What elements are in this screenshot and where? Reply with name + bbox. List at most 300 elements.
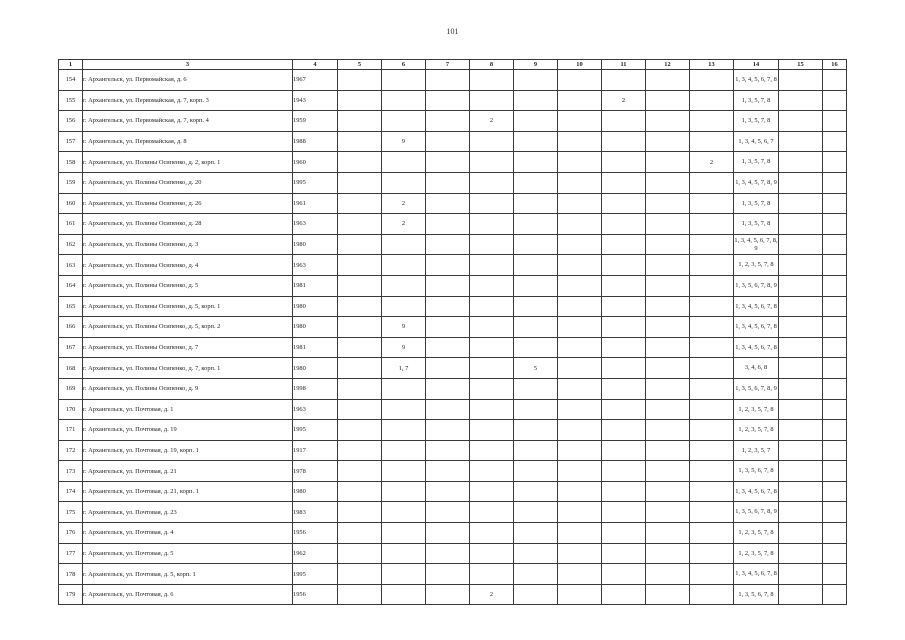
cell-col-6 <box>382 523 426 544</box>
cell-col-10 <box>558 172 602 193</box>
cell-col-13 <box>690 296 734 317</box>
cell-col-7 <box>426 111 470 132</box>
table-row <box>59 275 847 296</box>
cell-col-13 <box>690 131 734 152</box>
table-row <box>59 440 847 461</box>
cell-col-11 <box>602 70 646 91</box>
address-cell: г. Архангельск, ул. Полины Осипенко, д. 20 <box>83 172 293 193</box>
cell-col-9 <box>514 90 558 111</box>
row-number: 162 <box>59 234 83 255</box>
cell-col-12 <box>646 131 690 152</box>
cell-col-16 <box>823 296 847 317</box>
cell-col-9 <box>514 399 558 420</box>
table-row <box>59 131 847 152</box>
cell-col-6: 2 <box>382 193 426 214</box>
address-cell: г. Архангельск, ул. Почтовая, д. 21 <box>83 461 293 482</box>
address-cell: г. Архангельск, ул. Почтовая, д. 23 <box>83 502 293 523</box>
cell-col-9 <box>514 502 558 523</box>
cell-col-15 <box>779 90 823 111</box>
cell-col-11 <box>602 543 646 564</box>
cell-col-7 <box>426 234 470 255</box>
cell-col-5 <box>338 152 382 173</box>
codes-cell: 1, 3, 4, 5, 6, 7 <box>734 131 779 152</box>
table-row <box>59 90 847 111</box>
year-cell: 1978 <box>293 461 338 482</box>
cell-col-6 <box>382 90 426 111</box>
row-number: 178 <box>59 564 83 585</box>
cell-col-15 <box>779 70 823 91</box>
codes-cell: 1, 3, 5, 7, 8 <box>734 214 779 235</box>
cell-col-12 <box>646 481 690 502</box>
address-cell: г. Архангельск, ул. Полины Осипенко, д. 9 <box>83 378 293 399</box>
cell-col-10 <box>558 358 602 379</box>
cell-col-10 <box>558 131 602 152</box>
cell-col-9 <box>514 543 558 564</box>
cell-col-13 <box>690 214 734 235</box>
cell-col-7 <box>426 90 470 111</box>
cell-col-8 <box>470 440 514 461</box>
cell-col-12 <box>646 420 690 441</box>
year-cell: 1981 <box>293 275 338 296</box>
codes-cell: 1, 3, 4, 5, 7, 8, 9 <box>734 172 779 193</box>
row-number: 170 <box>59 399 83 420</box>
address-cell: г. Архангельск, ул. Полины Осипенко, д. 2, корп. 1 <box>83 152 293 173</box>
cell-col-13 <box>690 543 734 564</box>
cell-col-13 <box>690 193 734 214</box>
cell-col-8 <box>470 152 514 173</box>
cell-col-16 <box>823 564 847 585</box>
table-row <box>59 543 847 564</box>
cell-col-15 <box>779 481 823 502</box>
cell-col-7 <box>426 358 470 379</box>
cell-col-7 <box>426 70 470 91</box>
cell-col-5 <box>338 564 382 585</box>
cell-col-8 <box>470 193 514 214</box>
year-cell: 1995 <box>293 172 338 193</box>
column-header: 12 <box>646 60 690 70</box>
header-row <box>59 60 847 70</box>
address-cell: г. Архангельск, ул. Почтовая, д. 19 <box>83 420 293 441</box>
cell-col-5 <box>338 481 382 502</box>
cell-col-11 <box>602 131 646 152</box>
cell-col-6 <box>382 152 426 173</box>
table-row <box>59 70 847 91</box>
row-number: 176 <box>59 523 83 544</box>
cell-col-7 <box>426 296 470 317</box>
cell-col-16 <box>823 543 847 564</box>
table-row <box>59 152 847 173</box>
column-header: 1 <box>59 60 83 70</box>
cell-col-12 <box>646 461 690 482</box>
year-cell: 1943 <box>293 90 338 111</box>
cell-col-5 <box>338 584 382 605</box>
address-cell: г. Архангельск, ул. Полины Осипенко, д. 7 <box>83 337 293 358</box>
row-number: 157 <box>59 131 83 152</box>
cell-col-8 <box>470 523 514 544</box>
cell-col-5 <box>338 317 382 338</box>
table-row <box>59 481 847 502</box>
cell-col-11 <box>602 440 646 461</box>
cell-col-10 <box>558 543 602 564</box>
cell-col-11 <box>602 234 646 255</box>
cell-col-9 <box>514 152 558 173</box>
cell-col-16 <box>823 234 847 255</box>
cell-col-16 <box>823 358 847 379</box>
column-header: 11 <box>602 60 646 70</box>
year-cell: 1995 <box>293 564 338 585</box>
table-row <box>59 111 847 132</box>
codes-cell: 1, 3, 5, 7, 8 <box>734 111 779 132</box>
cell-col-12 <box>646 378 690 399</box>
cell-col-15 <box>779 440 823 461</box>
address-cell: г. Архангельск, ул. Полины Осипенко, д. 5, корп. 2 <box>83 317 293 338</box>
cell-col-5 <box>338 502 382 523</box>
column-header: 6 <box>382 60 426 70</box>
cell-col-6 <box>382 296 426 317</box>
row-number: 173 <box>59 461 83 482</box>
cell-col-10 <box>558 420 602 441</box>
cell-col-15 <box>779 461 823 482</box>
cell-col-16 <box>823 70 847 91</box>
codes-cell: 1, 2, 3, 5, 7 <box>734 440 779 461</box>
cell-col-10 <box>558 193 602 214</box>
column-header: 15 <box>779 60 823 70</box>
cell-col-5 <box>338 131 382 152</box>
table-row <box>59 255 847 276</box>
cell-col-12 <box>646 399 690 420</box>
codes-cell: 1, 3, 5, 7, 8 <box>734 193 779 214</box>
cell-col-13 <box>690 399 734 420</box>
cell-col-9 <box>514 337 558 358</box>
cell-col-5 <box>338 214 382 235</box>
cell-col-15 <box>779 378 823 399</box>
cell-col-7 <box>426 461 470 482</box>
table-row <box>59 193 847 214</box>
cell-col-10 <box>558 481 602 502</box>
cell-col-5 <box>338 90 382 111</box>
codes-cell: 1, 3, 4, 5, 6, 7, 8 <box>734 317 779 338</box>
cell-col-6 <box>382 502 426 523</box>
cell-col-11 <box>602 317 646 338</box>
cell-col-11 <box>602 152 646 173</box>
cell-col-16 <box>823 399 847 420</box>
cell-col-13 <box>690 523 734 544</box>
cell-col-11 <box>602 214 646 235</box>
cell-col-10 <box>558 440 602 461</box>
cell-col-16 <box>823 152 847 173</box>
cell-col-7 <box>426 564 470 585</box>
codes-cell: 1, 3, 5, 6, 7, 8, 9 <box>734 275 779 296</box>
row-number: 179 <box>59 584 83 605</box>
cell-col-6 <box>382 70 426 91</box>
address-cell: г. Архангельск, ул. Полины Осипенко, д. 28 <box>83 214 293 235</box>
year-cell: 1980 <box>293 358 338 379</box>
cell-col-9 <box>514 275 558 296</box>
cell-col-15 <box>779 420 823 441</box>
cell-col-5 <box>338 172 382 193</box>
cell-col-8 <box>470 399 514 420</box>
address-cell: г. Архангельск, ул. Почтовая, д. 5 <box>83 543 293 564</box>
cell-col-15 <box>779 502 823 523</box>
register-table <box>58 59 847 605</box>
row-number: 177 <box>59 543 83 564</box>
address-cell: г. Архангельск, ул. Почтовая, д. 4 <box>83 523 293 544</box>
cell-col-15 <box>779 193 823 214</box>
cell-col-8 <box>470 564 514 585</box>
cell-col-11 <box>602 584 646 605</box>
cell-col-9 <box>514 523 558 544</box>
cell-col-6 <box>382 420 426 441</box>
cell-col-15 <box>779 399 823 420</box>
cell-col-12 <box>646 214 690 235</box>
cell-col-13 <box>690 234 734 255</box>
cell-col-8 <box>470 255 514 276</box>
codes-cell: 1, 3, 4, 5, 6, 7, 8 <box>734 70 779 91</box>
cell-col-15 <box>779 358 823 379</box>
row-number: 160 <box>59 193 83 214</box>
cell-col-10 <box>558 502 602 523</box>
cell-col-9 <box>514 317 558 338</box>
cell-col-15 <box>779 523 823 544</box>
cell-col-11 <box>602 399 646 420</box>
row-number: 172 <box>59 440 83 461</box>
cell-col-11 <box>602 111 646 132</box>
cell-col-9 <box>514 214 558 235</box>
cell-col-11 <box>602 172 646 193</box>
cell-col-12 <box>646 358 690 379</box>
codes-cell: 1, 3, 4, 5, 6, 7, 8 <box>734 481 779 502</box>
cell-col-10 <box>558 234 602 255</box>
table-row <box>59 584 847 605</box>
cell-col-6: 9 <box>382 131 426 152</box>
codes-cell: 1, 3, 5, 7, 8 <box>734 90 779 111</box>
column-header: 10 <box>558 60 602 70</box>
cell-col-10 <box>558 564 602 585</box>
address-cell: г. Архангельск, ул. Полины Осипенко, д. 5 <box>83 275 293 296</box>
cell-col-12 <box>646 111 690 132</box>
cell-col-5 <box>338 378 382 399</box>
cell-col-5 <box>338 399 382 420</box>
cell-col-11 <box>602 461 646 482</box>
year-cell: 1963 <box>293 399 338 420</box>
cell-col-5 <box>338 70 382 91</box>
cell-col-16 <box>823 481 847 502</box>
address-cell: г. Архангельск, ул. Почтовая, д. 19, корп. 1 <box>83 440 293 461</box>
cell-col-9 <box>514 172 558 193</box>
column-header: 7 <box>426 60 470 70</box>
cell-col-13 <box>690 337 734 358</box>
codes-cell: 1, 2, 3, 5, 7, 8 <box>734 255 779 276</box>
cell-col-11 <box>602 296 646 317</box>
cell-col-7 <box>426 502 470 523</box>
cell-col-10 <box>558 317 602 338</box>
cell-col-10 <box>558 378 602 399</box>
cell-col-16 <box>823 317 847 338</box>
table-row <box>59 214 847 235</box>
row-number: 163 <box>59 255 83 276</box>
cell-col-10 <box>558 337 602 358</box>
codes-cell: 1, 2, 3, 5, 7, 8 <box>734 543 779 564</box>
address-cell: г. Архангельск, ул. Первомайская, д. 7, корп. 3 <box>83 90 293 111</box>
cell-col-8 <box>470 461 514 482</box>
cell-col-13 <box>690 584 734 605</box>
cell-col-9 <box>514 193 558 214</box>
cell-col-13 <box>690 564 734 585</box>
cell-col-7 <box>426 378 470 399</box>
cell-col-13: 2 <box>690 152 734 173</box>
cell-col-9 <box>514 564 558 585</box>
cell-col-11 <box>602 378 646 399</box>
codes-cell: 1, 3, 5, 6, 7, 8, 9 <box>734 378 779 399</box>
cell-col-12 <box>646 275 690 296</box>
cell-col-10 <box>558 275 602 296</box>
cell-col-9 <box>514 111 558 132</box>
cell-col-16 <box>823 255 847 276</box>
address-cell: г. Архангельск, ул. Полины Осипенко, д. 3 <box>83 234 293 255</box>
cell-col-7 <box>426 481 470 502</box>
cell-col-11 <box>602 275 646 296</box>
row-number: 156 <box>59 111 83 132</box>
cell-col-5 <box>338 543 382 564</box>
cell-col-9 <box>514 440 558 461</box>
cell-col-8 <box>470 481 514 502</box>
row-number: 167 <box>59 337 83 358</box>
row-number: 175 <box>59 502 83 523</box>
codes-cell: 1, 2, 3, 5, 7, 8 <box>734 420 779 441</box>
cell-col-5 <box>338 275 382 296</box>
cell-col-8 <box>470 275 514 296</box>
cell-col-10 <box>558 152 602 173</box>
table-row <box>59 502 847 523</box>
row-number: 154 <box>59 70 83 91</box>
year-cell: 1980 <box>293 234 338 255</box>
cell-col-15 <box>779 543 823 564</box>
cell-col-12 <box>646 502 690 523</box>
column-header: 16 <box>823 60 847 70</box>
cell-col-12 <box>646 523 690 544</box>
address-cell: г. Архангельск, ул. Почтовая, д. 5, корп. 1 <box>83 564 293 585</box>
cell-col-15 <box>779 337 823 358</box>
cell-col-5 <box>338 234 382 255</box>
cell-col-12 <box>646 564 690 585</box>
cell-col-16 <box>823 214 847 235</box>
year-cell: 1980 <box>293 296 338 317</box>
cell-col-5 <box>338 255 382 276</box>
cell-col-16 <box>823 131 847 152</box>
cell-col-8 <box>470 131 514 152</box>
row-number: 155 <box>59 90 83 111</box>
cell-col-9 <box>514 584 558 605</box>
cell-col-8 <box>470 420 514 441</box>
cell-col-6: 9 <box>382 317 426 338</box>
codes-cell: 1, 3, 4, 5, 6, 7, 8, 9 <box>734 234 779 255</box>
cell-col-15 <box>779 214 823 235</box>
cell-col-8: 2 <box>470 584 514 605</box>
column-header: 4 <box>293 60 338 70</box>
cell-col-16 <box>823 90 847 111</box>
year-cell: 1995 <box>293 420 338 441</box>
cell-col-5 <box>338 111 382 132</box>
cell-col-5 <box>338 440 382 461</box>
year-cell: 1956 <box>293 584 338 605</box>
cell-col-7 <box>426 214 470 235</box>
cell-col-6 <box>382 543 426 564</box>
cell-col-5 <box>338 337 382 358</box>
cell-col-15 <box>779 584 823 605</box>
column-header: 3 <box>83 60 293 70</box>
column-header: 13 <box>690 60 734 70</box>
address-cell: г. Архангельск, ул. Полины Осипенко, д. 4 <box>83 255 293 276</box>
cell-col-15 <box>779 131 823 152</box>
cell-col-7 <box>426 193 470 214</box>
cell-col-12 <box>646 337 690 358</box>
row-number: 164 <box>59 275 83 296</box>
year-cell: 1963 <box>293 214 338 235</box>
cell-col-9 <box>514 296 558 317</box>
cell-col-5 <box>338 358 382 379</box>
cell-col-10 <box>558 70 602 91</box>
table-row <box>59 337 847 358</box>
year-cell: 1956 <box>293 523 338 544</box>
cell-col-12 <box>646 296 690 317</box>
codes-cell: 1, 3, 4, 5, 6, 7, 8 <box>734 296 779 317</box>
cell-col-15 <box>779 564 823 585</box>
table-row <box>59 378 847 399</box>
cell-col-6: 9 <box>382 337 426 358</box>
cell-col-12 <box>646 317 690 338</box>
cell-col-13 <box>690 461 734 482</box>
column-header: 5 <box>338 60 382 70</box>
cell-col-11 <box>602 502 646 523</box>
cell-col-6 <box>382 172 426 193</box>
cell-col-9 <box>514 70 558 91</box>
cell-col-16 <box>823 275 847 296</box>
cell-col-8: 2 <box>470 111 514 132</box>
cell-col-5 <box>338 296 382 317</box>
cell-col-16 <box>823 193 847 214</box>
cell-col-12 <box>646 234 690 255</box>
table-row <box>59 234 847 255</box>
address-cell: г. Архангельск, ул. Почтовая, д. 6 <box>83 584 293 605</box>
cell-col-8 <box>470 172 514 193</box>
cell-col-10 <box>558 255 602 276</box>
cell-col-15 <box>779 275 823 296</box>
year-cell: 1959 <box>293 111 338 132</box>
cell-col-15 <box>779 296 823 317</box>
cell-col-16 <box>823 584 847 605</box>
codes-cell: 3, 4, 6, 8 <box>734 358 779 379</box>
cell-col-5 <box>338 193 382 214</box>
cell-col-8 <box>470 90 514 111</box>
table-row <box>59 317 847 338</box>
cell-col-13 <box>690 358 734 379</box>
codes-cell: 1, 3, 4, 5, 6, 7, 8 <box>734 564 779 585</box>
cell-col-6 <box>382 461 426 482</box>
cell-col-16 <box>823 461 847 482</box>
cell-col-11 <box>602 523 646 544</box>
cell-col-7 <box>426 420 470 441</box>
table-row <box>59 399 847 420</box>
cell-col-7 <box>426 543 470 564</box>
address-cell: г. Архангельск, ул. Полины Осипенко, д. 5, корп. 1 <box>83 296 293 317</box>
cell-col-9 <box>514 234 558 255</box>
column-header: 8 <box>470 60 514 70</box>
year-cell: 1967 <box>293 70 338 91</box>
cell-col-13 <box>690 481 734 502</box>
row-number: 161 <box>59 214 83 235</box>
year-cell: 1980 <box>293 481 338 502</box>
cell-col-11 <box>602 481 646 502</box>
